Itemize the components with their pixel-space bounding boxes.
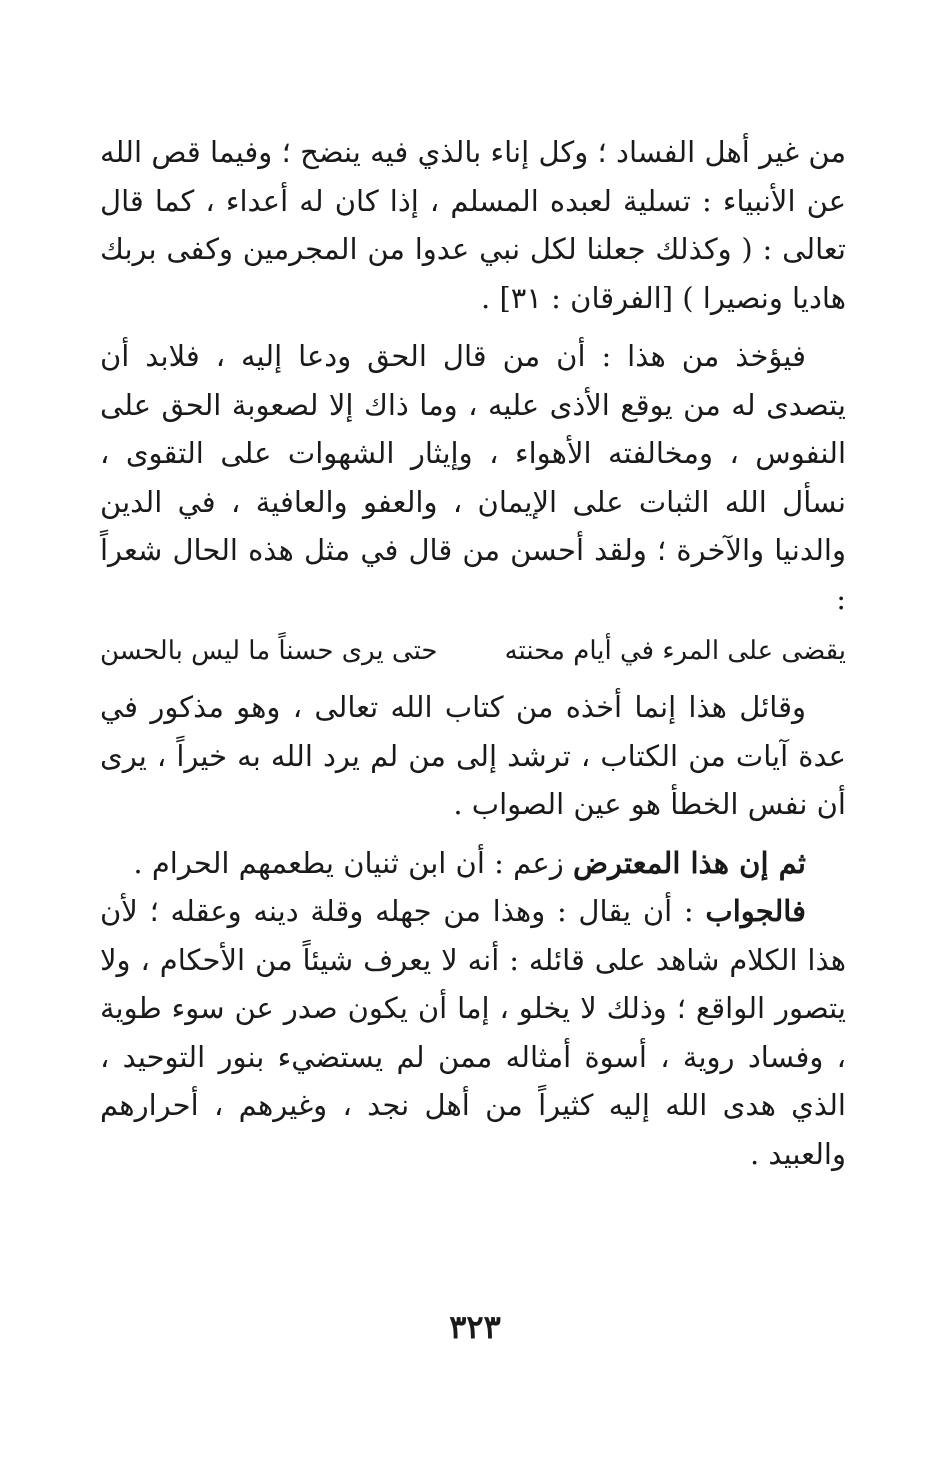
paragraph-4 xyxy=(100,839,846,888)
page-body xyxy=(100,128,846,1178)
paragraph-5-rest: : أن يقال : وهذا من جهله وقلة دينه وعقله ؛ لأن هذا الكلام شاهد على قائله : أنه لا يعرف شيئاً من الأحكام ، ولا يتصور الواقع ؛ وذلك لا يخلو ، إما أن يكون صدر عن سوء طوية ، وفساد روية ، أسوة أمثاله ممن لم يستضيء بنور التوحيد ، الذي هدى الله إليه كثيراً من أهل نجد ، وغيرهم ، أحرارهم والعبيد . xyxy=(100,894,846,1171)
paragraph-5 xyxy=(100,887,846,1178)
poetry-verse xyxy=(100,627,846,679)
paragraph-4-rest: زعم : أن ابن ثنيان يطعمهم الحرام . xyxy=(133,845,573,880)
page-number: ٣٢٣ xyxy=(449,1308,501,1346)
verse-second-hemistich: حتى يرى حسناً ما ليس بالحسن xyxy=(100,636,438,666)
paragraph-5-lead: فالجواب xyxy=(705,894,806,928)
paragraph-gap xyxy=(100,322,846,332)
verse-first-hemistich: يقضى على المرء في أيام محنته xyxy=(504,636,846,666)
paragraph-gap xyxy=(100,829,846,839)
paragraph-2: فيؤخذ من هذا : أن من قال الحق ودعا إليه ، فلابد أن يتصدى له من يوقع الأذى عليه ، وما ذاك إلا لصعوبة الحق على النفوس ، ومخالفته الأهواء ، وإيثار الشهوات على التقوى ، نسأل الله الثبات على الإيمان ، والعفو والعافية ، في الدين والدنيا والآخرة ؛ ولقد أحسن من قال في مثل هذه الحال شعراً : xyxy=(100,339,846,616)
paragraph-4-lead: ثم إن هذا المعترض xyxy=(572,845,806,880)
paragraph-1: من غير أهل الفساد ؛ وكل إناء بالذي فيه ينضح ؛ وفيما قص الله عن الأنبياء : تسلية لعبده المسلم ، إذا كان له أعداء ، كما قال تعالى : ( وكذلك جعلنا لكل نبي عدوا من المجرمين وكفى بربك هاديا ونصيرا ) [الفرقان : ٣١] . xyxy=(100,135,846,315)
paragraph-3: وقائل هذا إنما أخذه من كتاب الله تعالى ، وهو مذكور في عدة آيات من الكتاب ، ترشد إلى من لم يرد الله به خيراً ، يرى أن نفس الخطأ هو عين الصواب . xyxy=(100,690,846,821)
